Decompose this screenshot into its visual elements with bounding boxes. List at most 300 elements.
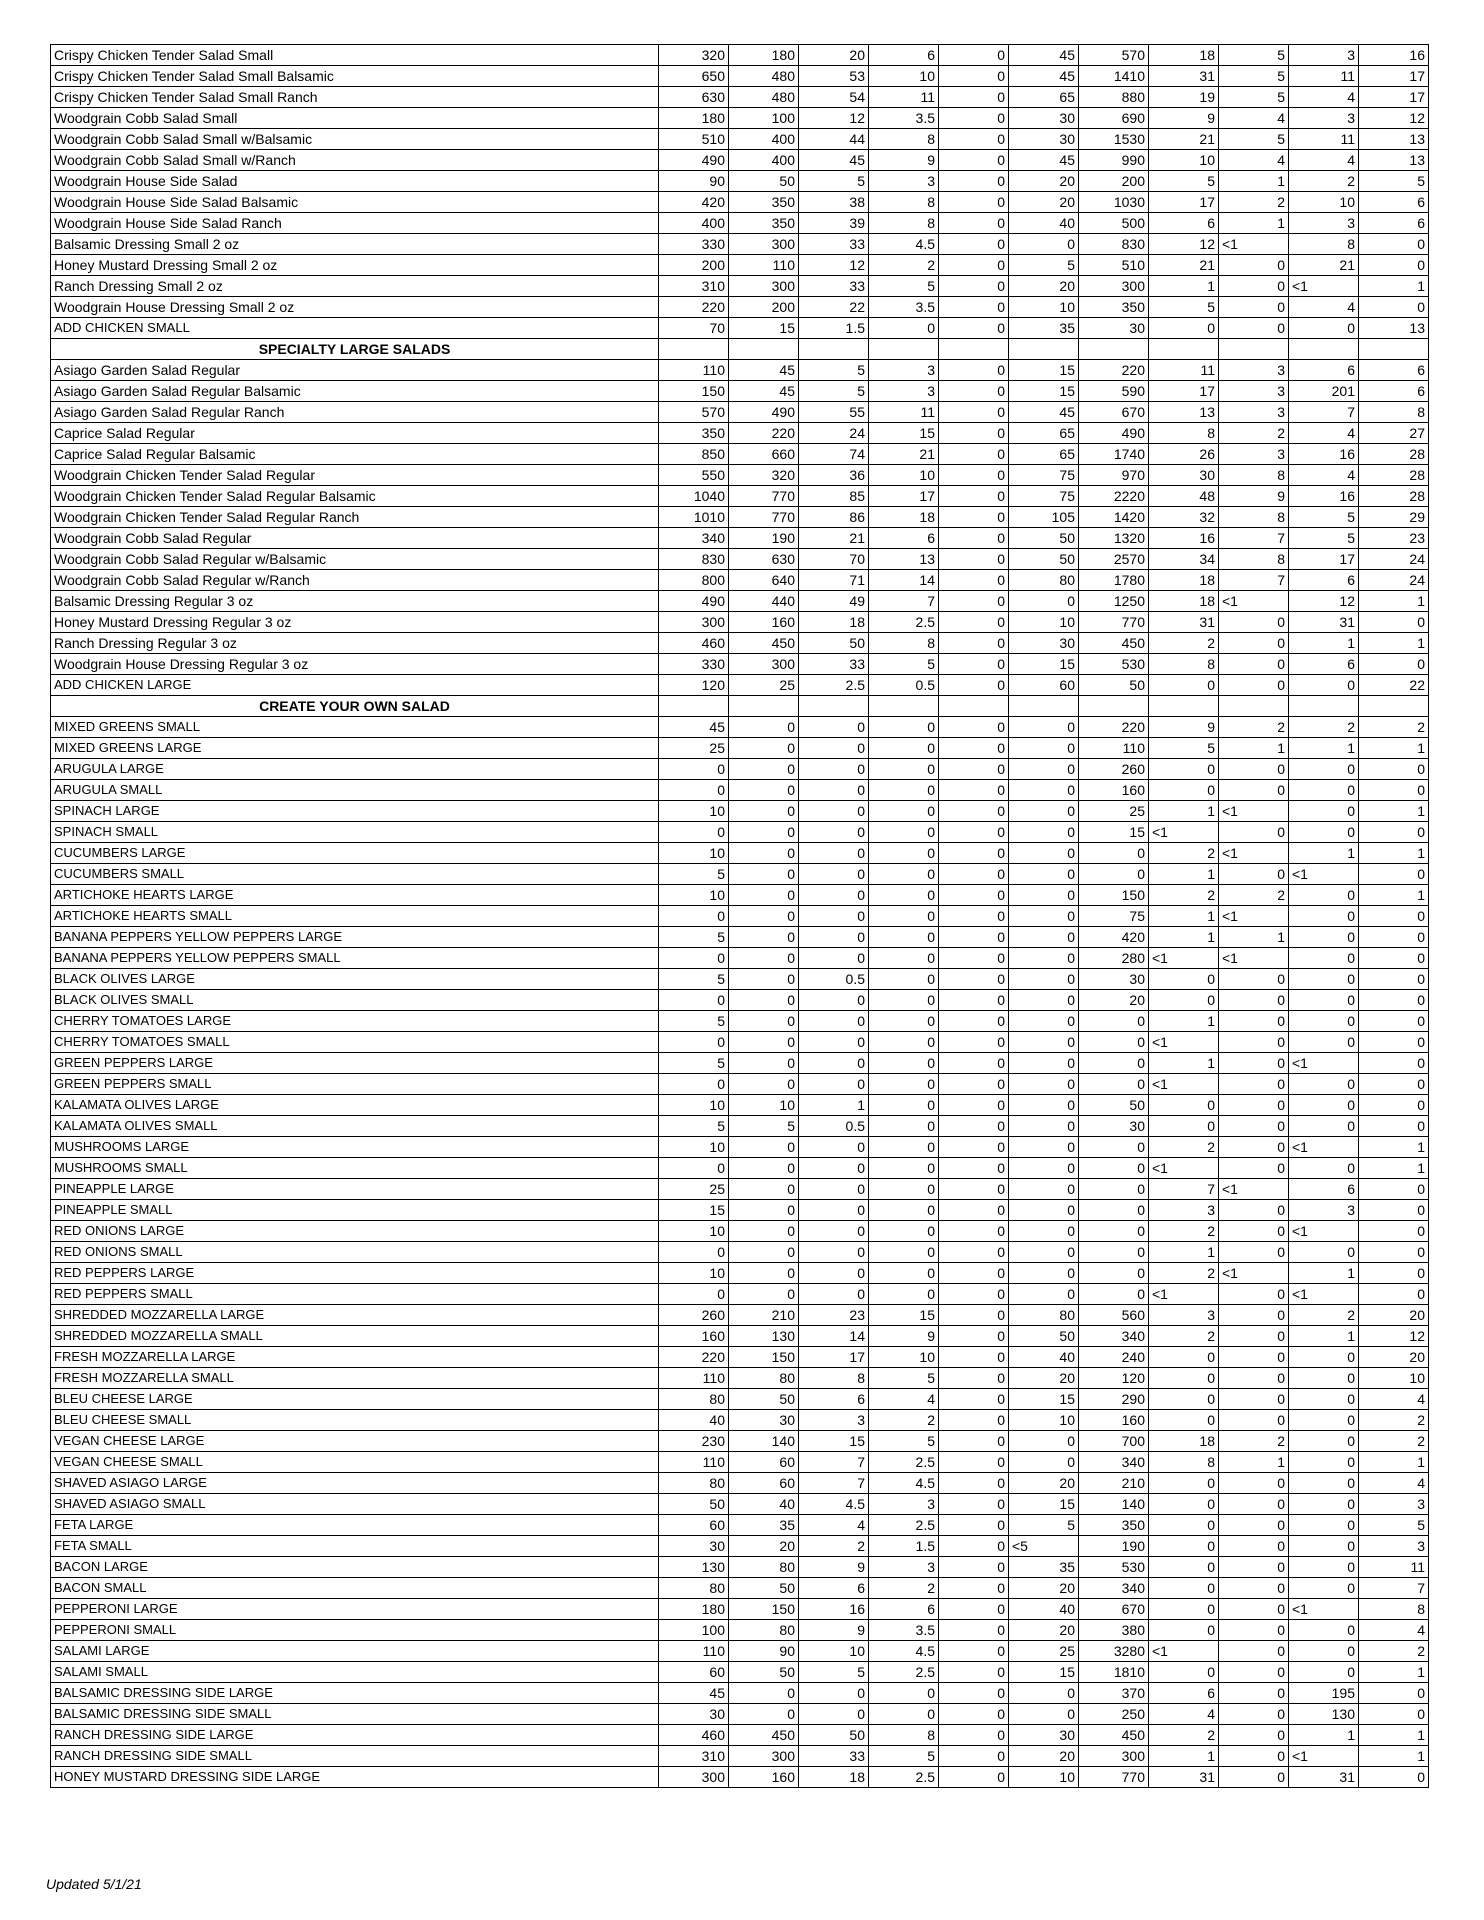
value-cell: 22: [799, 297, 869, 318]
value-cell: 0: [1009, 948, 1079, 969]
value-cell: 1: [1359, 1725, 1429, 1746]
value-cell: 8: [869, 129, 939, 150]
value-cell: 12: [1149, 234, 1219, 255]
value-cell: <1: [1149, 1032, 1219, 1053]
value-cell: 15: [1009, 1662, 1079, 1683]
item-name: Balsamic Dressing Small 2 oz: [51, 234, 659, 255]
value-cell: 0: [1219, 255, 1289, 276]
value-cell: 100: [729, 108, 799, 129]
value-cell: 260: [659, 1305, 729, 1326]
value-cell: 1: [1219, 171, 1289, 192]
value-cell: 4: [1359, 1620, 1429, 1641]
value-cell: 140: [1079, 1494, 1149, 1515]
table-row: [51, 969, 1429, 990]
value-cell: 0: [939, 1725, 1009, 1746]
value-cell: 4: [799, 1515, 869, 1536]
value-cell: 0: [1009, 822, 1079, 843]
value-cell: 0: [869, 1137, 939, 1158]
value-cell: 1: [1359, 633, 1429, 654]
value-cell: 31: [1289, 612, 1359, 633]
value-cell: 5: [1219, 129, 1289, 150]
value-cell: 0: [939, 969, 1009, 990]
table-row: [51, 1242, 1429, 1263]
value-cell: 0: [1219, 1704, 1289, 1725]
empty-cell: [939, 339, 1009, 360]
value-cell: 0: [799, 780, 869, 801]
value-cell: 0: [1359, 822, 1429, 843]
value-cell: 1250: [1079, 591, 1149, 612]
value-cell: 45: [799, 150, 869, 171]
value-cell: 48: [1149, 486, 1219, 507]
value-cell: 25: [1079, 801, 1149, 822]
value-cell: 0: [799, 1683, 869, 1704]
item-name: Caprice Salad Regular: [51, 423, 659, 444]
item-name: Crispy Chicken Tender Salad Small Balsamic: [51, 66, 659, 87]
item-name: RED ONIONS SMALL: [51, 1242, 659, 1263]
value-cell: 15: [1009, 360, 1079, 381]
value-cell: 24: [799, 423, 869, 444]
value-cell: 8: [869, 213, 939, 234]
value-cell: 0: [799, 1074, 869, 1095]
value-cell: 1780: [1079, 570, 1149, 591]
value-cell: 0: [1219, 1137, 1289, 1158]
value-cell: 630: [729, 549, 799, 570]
value-cell: 0: [1359, 1116, 1429, 1137]
value-cell: 0: [1149, 1473, 1219, 1494]
value-cell: 15: [729, 318, 799, 339]
value-cell: 1: [1149, 276, 1219, 297]
item-name: SHREDDED MOZZARELLA SMALL: [51, 1326, 659, 1347]
value-cell: 1: [1289, 1263, 1359, 1284]
value-cell: 31: [1149, 612, 1219, 633]
table-row: [51, 1347, 1429, 1368]
table-row: [51, 822, 1429, 843]
value-cell: 6: [1149, 1683, 1219, 1704]
value-cell: 240: [1079, 1347, 1149, 1368]
value-cell: 350: [729, 192, 799, 213]
value-cell: 10: [799, 1641, 869, 1662]
value-cell: 0: [939, 1746, 1009, 1767]
value-cell: 23: [799, 1305, 869, 1326]
value-cell: 0: [939, 549, 1009, 570]
value-cell: 0: [729, 1137, 799, 1158]
value-cell: 200: [659, 255, 729, 276]
value-cell: 13: [1359, 318, 1429, 339]
table-row: [51, 1452, 1429, 1473]
value-cell: 9: [799, 1557, 869, 1578]
item-name: Woodgrain Chicken Tender Salad Regular: [51, 465, 659, 486]
value-cell: 0: [1219, 1494, 1289, 1515]
table-row: [51, 1473, 1429, 1494]
value-cell: 0: [799, 843, 869, 864]
value-cell: 160: [1079, 1410, 1149, 1431]
value-cell: 0: [939, 1347, 1009, 1368]
value-cell: 11: [1359, 1557, 1429, 1578]
table-row: [51, 864, 1429, 885]
value-cell: 0: [1009, 1200, 1079, 1221]
value-cell: 300: [659, 1767, 729, 1788]
value-cell: 0: [1289, 927, 1359, 948]
table-row: [51, 423, 1429, 444]
value-cell: 45: [1009, 402, 1079, 423]
value-cell: 0: [869, 1095, 939, 1116]
value-cell: 130: [729, 1326, 799, 1347]
table-row: [51, 297, 1429, 318]
value-cell: 10: [869, 465, 939, 486]
value-cell: 0: [1359, 654, 1429, 675]
value-cell: 2: [799, 1536, 869, 1557]
value-cell: 440: [729, 591, 799, 612]
value-cell: 0: [869, 1242, 939, 1263]
value-cell: 110: [659, 1641, 729, 1662]
table-row: [51, 1578, 1429, 1599]
value-cell: 6: [869, 45, 939, 66]
value-cell: 0: [1079, 1179, 1149, 1200]
value-cell: 220: [1079, 360, 1149, 381]
value-cell: 45: [1009, 45, 1079, 66]
value-cell: 450: [729, 1725, 799, 1746]
value-cell: 0: [1149, 318, 1219, 339]
value-cell: 0: [939, 108, 1009, 129]
value-cell: 0: [869, 1221, 939, 1242]
value-cell: 0: [869, 885, 939, 906]
value-cell: 350: [659, 423, 729, 444]
value-cell: 0: [939, 1620, 1009, 1641]
value-cell: 530: [1079, 654, 1149, 675]
value-cell: 510: [659, 129, 729, 150]
item-name: Woodgrain House Side Salad Balsamic: [51, 192, 659, 213]
value-cell: 3.5: [869, 108, 939, 129]
value-cell: 0: [1289, 1011, 1359, 1032]
item-name: RED PEPPERS SMALL: [51, 1284, 659, 1305]
value-cell: 0: [939, 801, 1009, 822]
value-cell: 12: [799, 255, 869, 276]
empty-cell: [939, 696, 1009, 717]
item-name: MUSHROOMS LARGE: [51, 1137, 659, 1158]
value-cell: 0: [729, 780, 799, 801]
value-cell: 0: [1359, 1767, 1429, 1788]
value-cell: 630: [659, 87, 729, 108]
value-cell: 0: [729, 1704, 799, 1725]
value-cell: 20: [1009, 1620, 1079, 1641]
value-cell: 1: [1149, 906, 1219, 927]
value-cell: 0: [1219, 1368, 1289, 1389]
value-cell: 0: [1149, 990, 1219, 1011]
value-cell: 5: [1149, 297, 1219, 318]
value-cell: 10: [729, 1095, 799, 1116]
value-cell: 15: [1009, 381, 1079, 402]
value-cell: 13: [869, 549, 939, 570]
value-cell: 1030: [1079, 192, 1149, 213]
value-cell: 28: [1359, 486, 1429, 507]
value-cell: 17: [1149, 192, 1219, 213]
value-cell: <5: [1009, 1536, 1079, 1557]
value-cell: 21: [1149, 129, 1219, 150]
value-cell: 0: [1219, 1305, 1289, 1326]
value-cell: 0: [1359, 906, 1429, 927]
value-cell: 50: [729, 1578, 799, 1599]
item-name: PEPPERONI LARGE: [51, 1599, 659, 1620]
value-cell: 0: [1289, 1452, 1359, 1473]
value-cell: 2220: [1079, 486, 1149, 507]
value-cell: 0: [1079, 1053, 1149, 1074]
value-cell: 2570: [1079, 549, 1149, 570]
value-cell: 350: [1079, 1515, 1149, 1536]
value-cell: 20: [799, 45, 869, 66]
value-cell: 770: [1079, 1767, 1149, 1788]
value-cell: 0: [1149, 759, 1219, 780]
value-cell: 10: [869, 66, 939, 87]
value-cell: 0.5: [799, 969, 869, 990]
value-cell: 300: [729, 234, 799, 255]
value-cell: 0: [1359, 1032, 1429, 1053]
value-cell: 65: [1009, 444, 1079, 465]
value-cell: 0: [1219, 654, 1289, 675]
value-cell: 0: [729, 843, 799, 864]
value-cell: 21: [1289, 255, 1359, 276]
value-cell: 0: [1359, 864, 1429, 885]
value-cell: 7: [1219, 528, 1289, 549]
value-cell: 0: [939, 1641, 1009, 1662]
value-cell: 35: [1009, 318, 1079, 339]
value-cell: 0: [659, 1284, 729, 1305]
item-name: Woodgrain House Dressing Small 2 oz: [51, 297, 659, 318]
value-cell: 400: [729, 129, 799, 150]
value-cell: 0: [1359, 759, 1429, 780]
value-cell: 830: [1079, 234, 1149, 255]
value-cell: 1740: [1079, 444, 1149, 465]
value-cell: 0: [1149, 1095, 1219, 1116]
value-cell: 32: [1149, 507, 1219, 528]
table-row: [51, 906, 1429, 927]
value-cell: 10: [659, 801, 729, 822]
value-cell: 160: [729, 1767, 799, 1788]
value-cell: 21: [799, 528, 869, 549]
value-cell: 50: [729, 1662, 799, 1683]
value-cell: 0: [1009, 1095, 1079, 1116]
value-cell: 0: [1289, 1032, 1359, 1053]
item-name: Woodgrain Cobb Salad Regular: [51, 528, 659, 549]
value-cell: 0: [1219, 1221, 1289, 1242]
value-cell: 5: [1149, 171, 1219, 192]
empty-cell: [1079, 696, 1149, 717]
table-row: [51, 528, 1429, 549]
value-cell: 130: [1289, 1704, 1359, 1725]
value-cell: 0: [939, 129, 1009, 150]
item-name: Crispy Chicken Tender Salad Small Ranch: [51, 87, 659, 108]
value-cell: 100: [659, 1620, 729, 1641]
item-name: Woodgrain Cobb Salad Small w/Ranch: [51, 150, 659, 171]
value-cell: 0: [1219, 1599, 1289, 1620]
value-cell: 9: [1219, 486, 1289, 507]
value-cell: 300: [729, 1746, 799, 1767]
value-cell: 0: [1289, 1494, 1359, 1515]
value-cell: 0: [1359, 948, 1429, 969]
value-cell: 0: [939, 948, 1009, 969]
value-cell: 0: [1149, 1620, 1219, 1641]
item-name: SHAVED ASIAGO LARGE: [51, 1473, 659, 1494]
value-cell: 0: [869, 1683, 939, 1704]
value-cell: 33: [799, 234, 869, 255]
item-name: Asiago Garden Salad Regular Balsamic: [51, 381, 659, 402]
value-cell: 0: [1009, 591, 1079, 612]
value-cell: 0: [1219, 759, 1289, 780]
value-cell: 0: [1289, 1515, 1359, 1536]
value-cell: 0: [939, 1473, 1009, 1494]
value-cell: 3: [1219, 444, 1289, 465]
value-cell: 340: [1079, 1578, 1149, 1599]
value-cell: 1: [1289, 633, 1359, 654]
value-cell: 0: [1289, 948, 1359, 969]
value-cell: 0: [1079, 1032, 1149, 1053]
value-cell: 0: [939, 171, 1009, 192]
value-cell: 210: [729, 1305, 799, 1326]
value-cell: 8: [1219, 507, 1289, 528]
value-cell: 230: [659, 1431, 729, 1452]
value-cell: 30: [1009, 129, 1079, 150]
value-cell: 300: [729, 276, 799, 297]
value-cell: <1: [1289, 1284, 1359, 1305]
value-cell: 7: [1289, 402, 1359, 423]
value-cell: 0: [1009, 759, 1079, 780]
value-cell: 0: [1149, 1410, 1219, 1431]
value-cell: 80: [729, 1620, 799, 1641]
value-cell: 990: [1079, 150, 1149, 171]
value-cell: 0: [1289, 318, 1359, 339]
value-cell: 54: [799, 87, 869, 108]
value-cell: 9: [1149, 717, 1219, 738]
value-cell: 17: [1359, 87, 1429, 108]
value-cell: 1: [1219, 213, 1289, 234]
value-cell: 0: [1219, 1242, 1289, 1263]
value-cell: 0: [1359, 1242, 1429, 1263]
value-cell: 670: [1079, 1599, 1149, 1620]
table-row: [51, 129, 1429, 150]
value-cell: 0: [1009, 1053, 1079, 1074]
value-cell: 140: [729, 1431, 799, 1452]
value-cell: 3: [1149, 1200, 1219, 1221]
value-cell: 7: [1359, 1578, 1429, 1599]
value-cell: 1410: [1079, 66, 1149, 87]
value-cell: 18: [1149, 570, 1219, 591]
table-row: [51, 1704, 1429, 1725]
value-cell: 8: [869, 192, 939, 213]
value-cell: 75: [1009, 486, 1079, 507]
item-name: BLACK OLIVES SMALL: [51, 990, 659, 1011]
value-cell: 0: [1219, 1158, 1289, 1179]
item-name: Balsamic Dressing Regular 3 oz: [51, 591, 659, 612]
item-name: BLEU CHEESE SMALL: [51, 1410, 659, 1431]
value-cell: 40: [659, 1410, 729, 1431]
value-cell: 12: [1359, 108, 1429, 129]
value-cell: 0: [799, 717, 869, 738]
value-cell: 4: [869, 1389, 939, 1410]
value-cell: 0: [1219, 318, 1289, 339]
value-cell: 50: [729, 1389, 799, 1410]
value-cell: 40: [1009, 213, 1079, 234]
value-cell: 0: [729, 1053, 799, 1074]
value-cell: 2: [1359, 1410, 1429, 1431]
value-cell: 20: [1079, 990, 1149, 1011]
item-name: CHERRY TOMATOES SMALL: [51, 1032, 659, 1053]
value-cell: <1: [1219, 906, 1289, 927]
value-cell: 0: [939, 906, 1009, 927]
value-cell: 0: [729, 1074, 799, 1095]
item-name: MIXED GREENS LARGE: [51, 738, 659, 759]
value-cell: 3.5: [869, 1620, 939, 1641]
value-cell: 0: [1009, 843, 1079, 864]
value-cell: 30: [1009, 1725, 1079, 1746]
value-cell: 0: [729, 822, 799, 843]
value-cell: 650: [659, 66, 729, 87]
value-cell: 195: [1289, 1683, 1359, 1704]
value-cell: 5: [869, 1431, 939, 1452]
value-cell: 0: [799, 1032, 869, 1053]
value-cell: 0: [939, 1116, 1009, 1137]
value-cell: 0: [939, 507, 1009, 528]
value-cell: 16: [1289, 444, 1359, 465]
item-name: Caprice Salad Regular Balsamic: [51, 444, 659, 465]
value-cell: 10: [659, 843, 729, 864]
value-cell: 0: [1079, 1074, 1149, 1095]
table-row: [51, 1536, 1429, 1557]
value-cell: 0: [799, 927, 869, 948]
value-cell: 50: [799, 633, 869, 654]
value-cell: 0: [1009, 1242, 1079, 1263]
value-cell: 0: [939, 486, 1009, 507]
value-cell: 0: [799, 1053, 869, 1074]
value-cell: 0: [659, 1074, 729, 1095]
value-cell: 2: [869, 255, 939, 276]
value-cell: 40: [1009, 1599, 1079, 1620]
value-cell: 0: [1219, 1284, 1289, 1305]
item-name: ARTICHOKE HEARTS SMALL: [51, 906, 659, 927]
value-cell: 0: [939, 1263, 1009, 1284]
value-cell: 180: [659, 108, 729, 129]
value-cell: 0: [1219, 969, 1289, 990]
value-cell: 13: [1359, 129, 1429, 150]
value-cell: 2.5: [799, 675, 869, 696]
table-row: [51, 1599, 1429, 1620]
value-cell: 74: [799, 444, 869, 465]
value-cell: 0: [659, 990, 729, 1011]
table-row: [51, 1368, 1429, 1389]
value-cell: 0: [799, 801, 869, 822]
value-cell: 5: [869, 1746, 939, 1767]
value-cell: 25: [1009, 1641, 1079, 1662]
value-cell: 160: [729, 612, 799, 633]
value-cell: 0: [659, 948, 729, 969]
item-name: SHAVED ASIAGO SMALL: [51, 1494, 659, 1515]
value-cell: 0: [1289, 675, 1359, 696]
value-cell: 0: [1009, 1011, 1079, 1032]
value-cell: 320: [659, 45, 729, 66]
value-cell: 3: [1219, 402, 1289, 423]
value-cell: 0: [1289, 1473, 1359, 1494]
value-cell: 17: [799, 1347, 869, 1368]
value-cell: 0: [869, 948, 939, 969]
value-cell: <1: [1219, 843, 1289, 864]
value-cell: 0: [939, 87, 1009, 108]
value-cell: 480: [729, 66, 799, 87]
value-cell: 2: [869, 1410, 939, 1431]
value-cell: 2: [1219, 192, 1289, 213]
value-cell: 0: [869, 1074, 939, 1095]
value-cell: 18: [799, 612, 869, 633]
value-cell: <1: [1149, 1074, 1219, 1095]
value-cell: 0: [869, 906, 939, 927]
value-cell: 15: [869, 423, 939, 444]
